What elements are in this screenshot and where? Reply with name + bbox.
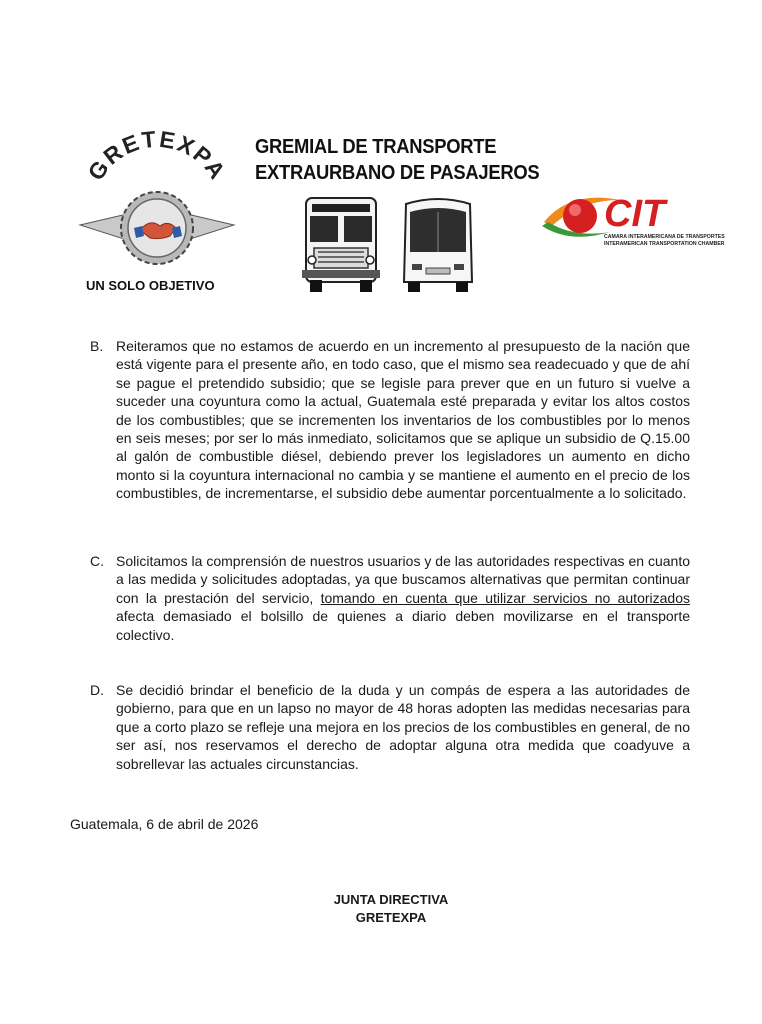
gretexpa-motto: UN SOLO OBJETIVO <box>86 278 215 293</box>
item-text <box>116 552 690 644</box>
item-text-part: Solicitamos la comprensión de nuestros usuarios y de las autoridades respectivas en cuanto a las medida y solicitudes adoptadas, ya que buscamos alternativas que permitan continuar con la prestación del servicio, <box>116 553 690 606</box>
gretexpa-arc-text: GRETEXPA <box>82 130 232 185</box>
item-letter: D. <box>90 682 104 698</box>
item-text: Se decidió brindar el beneficio de la duda y un compás de espera a las autoridades de gobierno, para que en un lapso no mayor de 48 horas adopten las medidas necesarias para que a corto plazo se refleje una mejora en los precios de los combustibles en general, de no ser así, nos reservamos el derecho de adoptar alguna otra medida que coadyuve a sobrellevar las actuales circunstancias. <box>116 682 690 772</box>
organization-title <box>255 134 540 186</box>
item-c <box>90 552 690 644</box>
item-d <box>90 681 690 773</box>
cit-logo <box>540 182 725 252</box>
item-letter: C. <box>90 553 104 569</box>
bus-front-icon <box>298 194 384 294</box>
organization-title-line1: GREMIAL DE TRANSPORTE <box>255 136 497 158</box>
gear-emblem-icon <box>72 130 242 265</box>
cit-name-es: CAMARA INTERAMERICANA DE TRANSPORTES <box>604 234 725 240</box>
cit-name-en: INTERAMERICAN TRANSPORTATION CHAMBER <box>604 241 725 247</box>
letterhead <box>0 120 762 300</box>
underlined-phrase: tomando en cuenta que utilizar servicios no autorizados <box>320 589 690 606</box>
cit-acronym: CIT <box>604 193 666 235</box>
signature-line2: GRETEXPA <box>355 910 427 925</box>
organization-title-line2: EXTRAURBANO DE PASAJEROS <box>255 162 540 184</box>
gretexpa-logo <box>72 130 242 300</box>
svg-text:GRETEXPA <box>82 130 231 185</box>
cit-globe-icon <box>563 199 597 233</box>
item-text-part: afecta demasiado el bolsillo de quienes a diario deben movilizarse en el transporte colectivo. <box>116 608 690 643</box>
item-b <box>90 337 690 503</box>
date-line: Guatemala, 6 de abril de 2026 <box>70 816 259 832</box>
item-text: Reiteramos que no estamos de acuerdo en un incremento al presupuesto de la nación que está vigente para el presente año, en todo caso, que el mismo sea readecuado y que de ahí se pague el pretendido subsidio; que se legisle para prever que en un futuro si vuelve a suceder una coyuntura como la actual, Guatemala esté preparada y evitar los altos costos de los combustibles; que se incrementen los inventarios de los combustibles por lo menos en seis meses; por ser lo más inmediato, solicitamos que se aplique un subsidio de Q.15.00 al galón de combustible diésel, debiendo prever los legisladores un aumento en dicho monto si la coyuntura internacional no cambia y se mantiene el aumento en el precio de los combustibles, de incrementarse, el subsidio debe aumentar porcentualmente a lo solicitado. <box>116 338 690 502</box>
signature-block <box>0 891 762 927</box>
signature-line1: JUNTA DIRECTIVA <box>333 892 449 907</box>
item-letter: B. <box>90 338 104 354</box>
coach-front-icon <box>400 194 476 294</box>
